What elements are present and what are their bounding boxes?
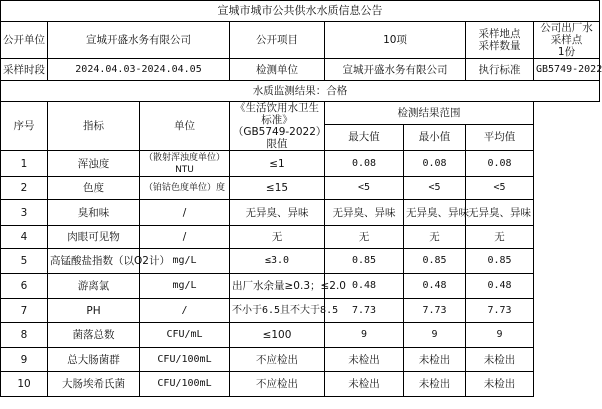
row-avg: 无 <box>466 226 534 249</box>
row-max: 无异臭、异味 <box>325 200 404 226</box>
row-min: 0.85 <box>404 249 466 274</box>
table-row <box>1 151 600 177</box>
row-index: 10 <box>1 372 48 397</box>
value-sampling-location: 公司出厂水采样点 <box>540 22 593 46</box>
info-row-1 <box>1 22 600 59</box>
row-avg: 0.48 <box>466 274 534 299</box>
row-limit: 不应检出 <box>230 372 325 397</box>
row-avg: 0.85 <box>466 249 534 274</box>
row-unit: / <box>140 226 230 249</box>
row-index: 3 <box>1 200 48 226</box>
row-indicator: 高锰酸盐指数（以O2计） <box>48 249 140 274</box>
table-row <box>1 200 600 226</box>
value-sampling-time: 2024.04.03-2024.04.05 <box>48 59 230 81</box>
row-indicator: 总大肠菌群 <box>48 348 140 372</box>
row-indicator: 菌落总数 <box>48 323 140 348</box>
row-index: 5 <box>1 249 48 274</box>
label-sampling-time: 采样时段 <box>1 59 48 81</box>
row-limit: ≤1 <box>230 151 325 177</box>
header-limit-line2: （GB5749-2022）限值 <box>232 126 322 150</box>
row-max: 0.08 <box>325 151 404 177</box>
table-row <box>1 226 600 249</box>
row-unit: CFU/100mL <box>140 372 230 397</box>
row-index: 6 <box>1 274 48 299</box>
row-indicator: 浑浊度 <box>48 151 140 177</box>
page-title: 宣城市城市公共供水水质信息公告 <box>1 1 600 22</box>
row-avg: 7.73 <box>466 299 534 323</box>
table-row <box>1 177 600 200</box>
row-min: 未检出 <box>404 348 466 372</box>
row-unit: mg/L <box>140 249 230 274</box>
header-limit <box>230 102 325 151</box>
row-indicator: 游离氯 <box>48 274 140 299</box>
table-row <box>1 249 600 274</box>
row-limit: 不应检出 <box>230 348 325 372</box>
row-unit: （散射浑浊度单位）NTU <box>140 151 230 177</box>
row-max: 无 <box>325 226 404 249</box>
table-row <box>1 299 600 323</box>
row-avg: 9 <box>466 323 534 348</box>
value-testing-unit: 宣城开盛水务有限公司 <box>325 59 466 81</box>
label-sampling <box>466 22 534 59</box>
row-index: 7 <box>1 299 48 323</box>
table-row <box>1 323 600 348</box>
row-unit: CFU/100mL <box>140 348 230 372</box>
row-unit: CFU/mL <box>140 323 230 348</box>
result-summary: 水质监测结果：合格 <box>1 81 600 102</box>
header-range: 检测结果范围 <box>325 102 534 125</box>
row-max: 7.73 <box>325 299 404 323</box>
row-limit: 无异臭、异味 <box>230 200 325 226</box>
value-publisher: 宣城开盛水务有限公司 <box>48 22 230 59</box>
row-avg: 未检出 <box>466 348 534 372</box>
row-unit: / <box>140 299 230 323</box>
row-limit: 无 <box>230 226 325 249</box>
row-max: 9 <box>325 323 404 348</box>
row-max: 0.48 <box>325 274 404 299</box>
title-row <box>1 1 600 22</box>
row-limit: ≤15 <box>230 177 325 200</box>
row-index: 9 <box>1 348 48 372</box>
header-max: 最大值 <box>325 124 404 150</box>
header-unit: 单位 <box>140 102 230 151</box>
info-row-2 <box>1 59 600 81</box>
table-row <box>1 372 600 397</box>
label-sampling-count: 采样数量 <box>478 40 521 52</box>
value-standard: GB5749-2022 <box>534 59 600 81</box>
row-unit: （铂钴色度单位）度 <box>140 177 230 200</box>
row-limit: 出厂水余量≥0.3；≤2.0 <box>230 274 325 299</box>
row-max: 0.85 <box>325 249 404 274</box>
row-min: <5 <box>404 177 466 200</box>
label-sampling-location: 采样地点 <box>478 28 521 40</box>
row-indicator: PH <box>48 299 140 323</box>
row-limit: ≤3.0 <box>230 249 325 274</box>
row-limit: 不小于6.5且不大于8.5 <box>230 299 325 323</box>
row-avg: <5 <box>466 177 534 200</box>
header-limit-line1: 《生活饮用水卫生标准》 <box>235 102 319 126</box>
label-testing-unit: 检测单位 <box>230 59 325 81</box>
row-unit: mg/L <box>140 274 230 299</box>
row-min: 0.08 <box>404 151 466 177</box>
label-standard: 执行标准 <box>466 59 534 81</box>
row-avg: 0.08 <box>466 151 534 177</box>
label-items: 公开项目 <box>230 22 325 59</box>
header-indicator: 指标 <box>48 102 140 151</box>
row-max: 未检出 <box>325 372 404 397</box>
value-sampling <box>534 22 600 59</box>
row-min: 无 <box>404 226 466 249</box>
row-max: 未检出 <box>325 348 404 372</box>
table-row <box>1 348 600 372</box>
data-rows <box>1 151 600 397</box>
row-max: <5 <box>325 177 404 200</box>
label-publisher: 公开单位 <box>1 22 48 59</box>
row-min: 未检出 <box>404 372 466 397</box>
row-limit: ≤100 <box>230 323 325 348</box>
row-indicator: 臭和味 <box>48 200 140 226</box>
row-index: 8 <box>1 323 48 348</box>
value-sampling-count: 1份 <box>557 46 576 58</box>
row-avg: 无异臭、异味 <box>466 200 534 226</box>
row-min: 9 <box>404 323 466 348</box>
row-avg: 未检出 <box>466 372 534 397</box>
header-avg: 平均值 <box>466 124 534 150</box>
row-index: 2 <box>1 177 48 200</box>
row-indicator: 色度 <box>48 177 140 200</box>
row-indicator: 肉眼可见物 <box>48 226 140 249</box>
header-index: 序号 <box>1 102 48 151</box>
row-min: 0.48 <box>404 274 466 299</box>
row-unit: / <box>140 200 230 226</box>
row-indicator: 大肠埃希氏菌 <box>48 372 140 397</box>
result-summary-row <box>1 81 600 102</box>
value-items: 10项 <box>325 22 466 59</box>
table-row <box>1 274 600 299</box>
header-min: 最小值 <box>404 124 466 150</box>
row-min: 7.73 <box>404 299 466 323</box>
row-index: 4 <box>1 226 48 249</box>
header-row-1 <box>1 102 600 125</box>
row-index: 1 <box>1 151 48 177</box>
row-min: 无异臭、异味 <box>404 200 466 226</box>
